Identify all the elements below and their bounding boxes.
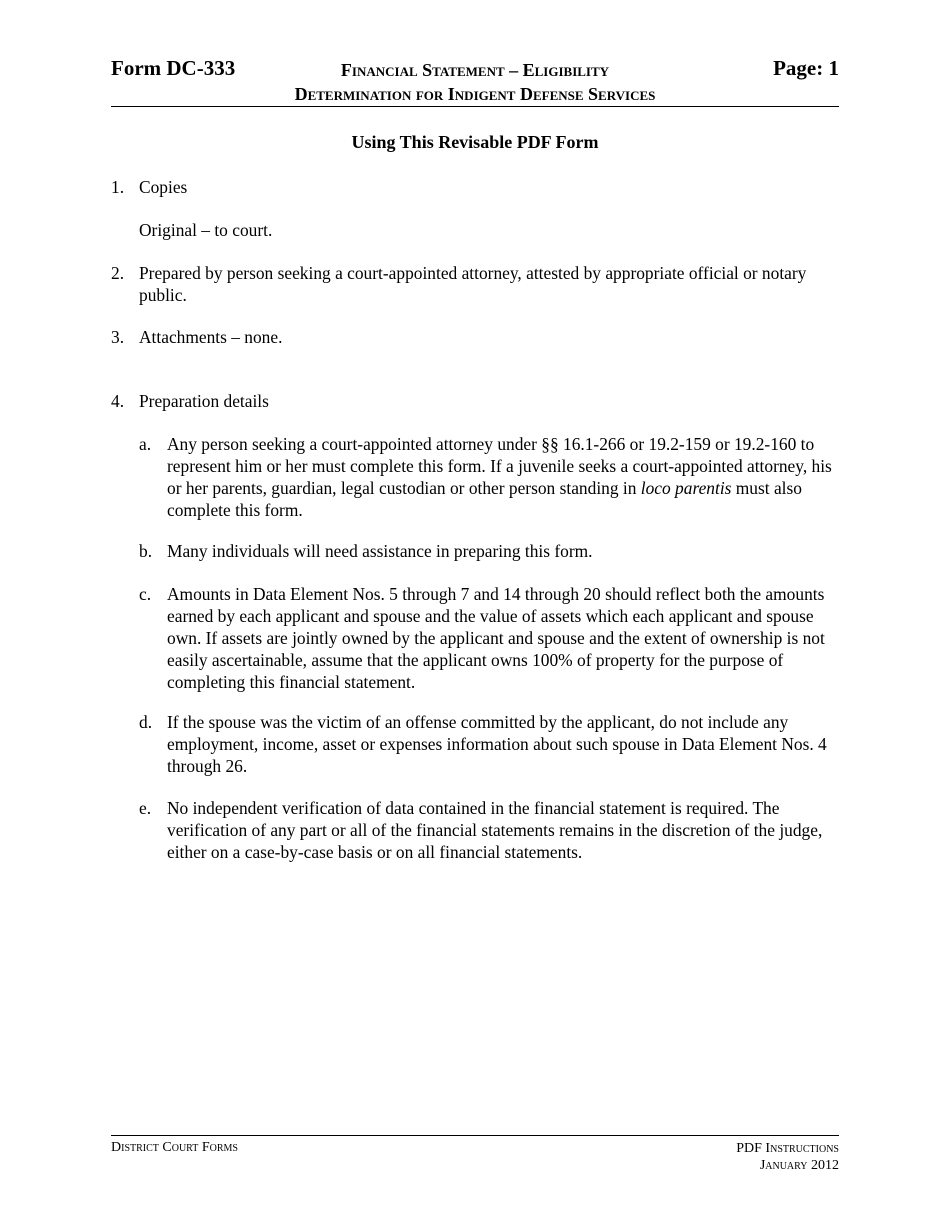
footer-right-line-1: PDF Instructions [736, 1141, 839, 1156]
latin-phrase: loco parentis [640, 478, 732, 498]
form-id: Form DC-333 [111, 56, 236, 80]
item-number: 3. [111, 327, 125, 347]
subitem-text: If the spouse was the victim of an offense committed by the applicant, do not include any employment, income, asset or expenses information about such spouse in Data Element Nos. 4 through 26. [167, 712, 827, 776]
footer-right-block [736, 1140, 839, 1174]
subitem-text: Amounts in Data Element Nos. 5 through 7 and 14 through 20 should reflect both the amounts earned by each applicant and spouse and the value of assets which each applicant and spouse own. If assets are jointly owned by the applicant and spouse and the extent of ownership is not easily ascertainable, assume that the applicant owns 100% of property for the purpose of completing this financial statement. [167, 584, 825, 692]
subitem-text: No independent verification of data contained in the financial statement is required. The verification of any part or all of the financial statements remains in the discretion of the judge, either on a case-by-case basis or on all financial statements. [167, 798, 823, 862]
page-header [111, 56, 839, 107]
item-number: 4. [111, 391, 125, 411]
subitem-letter: d. [139, 712, 153, 732]
item-text: Attachments – none. [139, 327, 283, 347]
document-title [111, 58, 839, 106]
subitem-text: Many individuals will need assistance in preparing this form. [167, 541, 593, 561]
subitem-letter: e. [139, 798, 152, 818]
footer-right-line-2: January 2012 [759, 1158, 839, 1173]
subitem-text: Any person seeking a court-appointed attorney under §§ 16.1-266 or 19.2-159 or 19.2-160 to represent him or her must complete this form. If a juvenile seeks a court-appointed attorney, his or her parents, guardian, legal custodian or other person standing in loco parentis must also complete this form. [167, 434, 832, 520]
title-line-1: Financial Statement – Eligibility [340, 60, 610, 80]
title-line-2: Determination for Indigent Defense Services [294, 84, 656, 104]
section-subtitle: Using This Revisable PDF Form [351, 132, 599, 152]
subitem-letter: c. [139, 584, 152, 604]
item-text: Prepared by person seeking a court-appointed attorney, attested by appropriate official or notary public. [139, 263, 807, 305]
page-footer [111, 1135, 839, 1173]
footer-left-label: District Court Forms [111, 1140, 238, 1155]
item-text: Copies [139, 177, 188, 197]
item-number: 2. [111, 263, 125, 283]
subitem-letter: b. [139, 541, 153, 561]
item-number: 1. [111, 177, 125, 197]
item-text: Preparation details [139, 391, 269, 411]
subitem-letter: a. [139, 434, 152, 454]
item-text: Original – to court. [139, 220, 273, 240]
page-number: Page: 1 [773, 56, 839, 80]
